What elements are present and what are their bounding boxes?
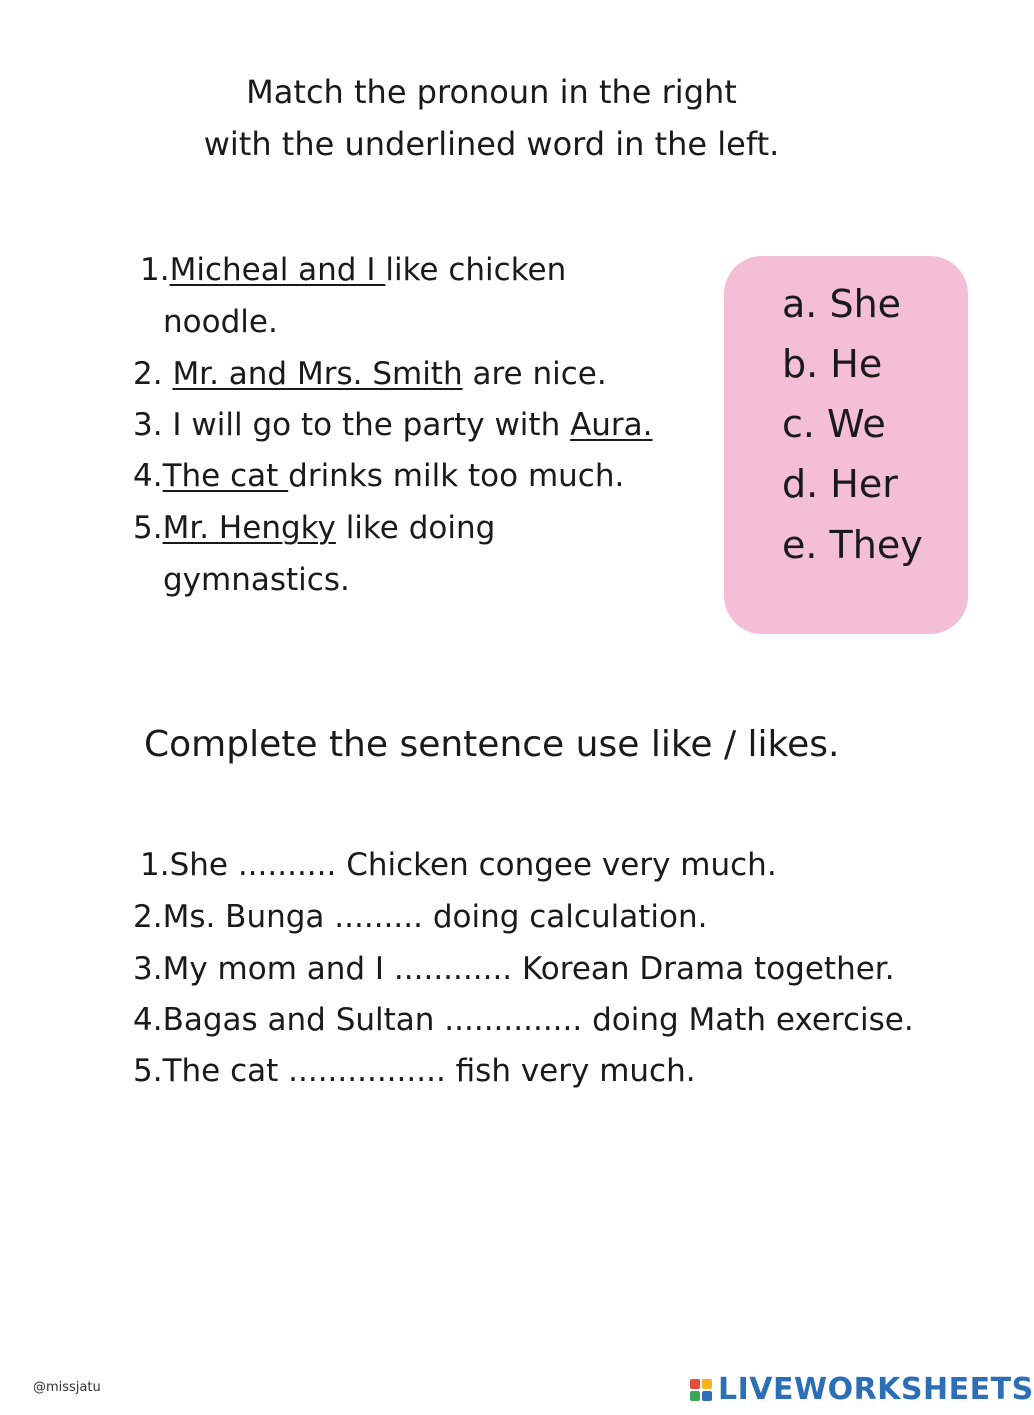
underlined-word: Mr. and Mrs. Smith	[172, 356, 463, 392]
underlined-word: Aura.	[570, 407, 653, 443]
item-text: The cat ................ fish very much.	[162, 1053, 696, 1089]
item-text: like chicken	[385, 252, 567, 288]
item-number: 2.	[133, 356, 163, 392]
item-text: Ms. Bunga ......... doing calculation.	[162, 899, 708, 935]
item-number: 3.	[133, 951, 163, 987]
logo-text: LIVEWORKSHEETS	[718, 1372, 1034, 1407]
option-b: b. He	[782, 342, 883, 386]
item-number: 2.	[133, 899, 163, 935]
match-item-1	[140, 250, 566, 290]
item-text: My mom and I ............ Korean Drama together.	[162, 951, 895, 987]
item-number: 5.	[133, 510, 163, 546]
item-number: 1.	[140, 847, 170, 883]
item-text: drinks milk too much.	[288, 458, 625, 494]
match-item-4	[133, 456, 624, 496]
item-text: She .......... Chicken congee very much.	[169, 847, 777, 883]
logo-mark-icon	[690, 1379, 712, 1401]
item-number: 4.	[133, 458, 163, 494]
item-number: 4.	[133, 1002, 163, 1038]
match-item-2	[133, 354, 607, 394]
option-a: a. She	[782, 282, 902, 326]
underlined-word: The cat	[162, 458, 289, 494]
option-c: c. We	[782, 402, 886, 446]
item-text: Bagas and Sultan .............. doing Math exercise.	[162, 1002, 914, 1038]
completion-item-5	[133, 1051, 696, 1091]
completion-title: Complete the sentence use like / likes.	[144, 724, 840, 765]
completion-item-1	[140, 845, 777, 885]
instruction-line-1: Match the pronoun in the right	[246, 73, 737, 111]
item-number: 5.	[133, 1053, 163, 1089]
completion-item-3	[133, 949, 895, 989]
item-text: like doing	[335, 510, 496, 546]
option-d: d. Her	[782, 462, 898, 506]
item-text: are nice.	[462, 356, 607, 392]
option-e: e. They	[782, 523, 923, 567]
underlined-word: Micheal and I	[169, 252, 386, 288]
item-text: I will go to the party with	[162, 407, 571, 443]
underlined-word: Mr. Hengky	[162, 510, 336, 546]
match-item-3	[133, 405, 653, 445]
completion-item-4	[133, 1000, 914, 1040]
match-item-5-continued: gymnastics.	[163, 562, 350, 598]
match-item-1-continued: noodle.	[163, 304, 278, 340]
author-credit: @missjatu	[33, 1380, 101, 1395]
item-number: 1.	[140, 252, 170, 288]
item-number: 3.	[133, 407, 163, 443]
instruction-line-2: with the underlined word in the left.	[203, 125, 780, 163]
liveworksheets-logo[interactable]	[690, 1372, 1034, 1407]
completion-item-2	[133, 897, 707, 937]
match-item-5	[133, 508, 495, 548]
